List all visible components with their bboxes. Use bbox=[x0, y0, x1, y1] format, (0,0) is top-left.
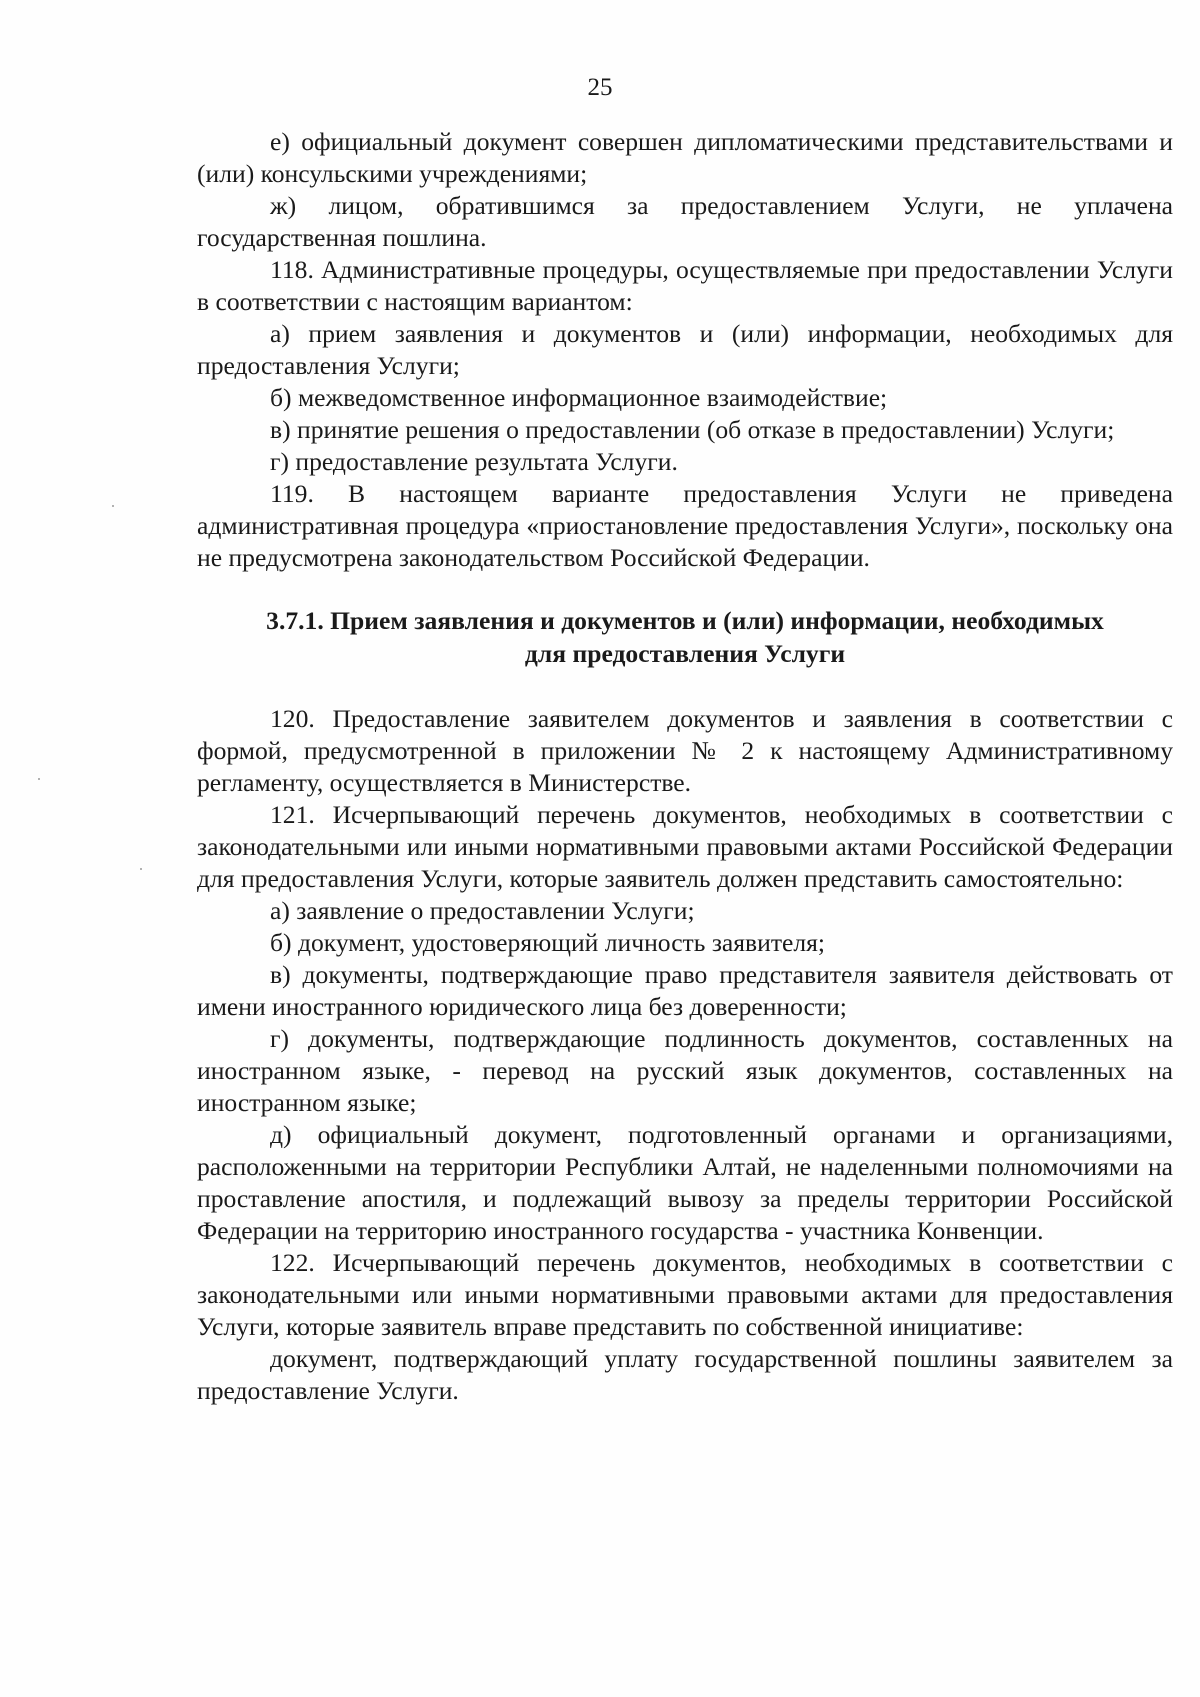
paragraph-item-e: е) официальный документ совершен дипломатическими представительствами и (или) консульскими учреждениями; bbox=[197, 127, 1173, 188]
section-heading-line-1: 3.7.1. Прием заявления и документов и (или) информации, необходимых bbox=[266, 606, 1104, 635]
scan-speck bbox=[140, 868, 142, 870]
paragraph-118-a: а) прием заявления и документов и (или) информации, необходимых для предоставления Услуги; bbox=[197, 319, 1173, 380]
section-heading-line-2: для предоставления Услуги bbox=[524, 639, 846, 668]
paragraph-121-d: д) официальный документ, подготовленный органами и организациями, расположенными на территории Республики Алтай, не наделенными полномочиями на проставление апостиля, и подлежащий вывозу за пределы территории Российской Федерации на территорию иностранного государства - участника Конвенции. bbox=[197, 1120, 1173, 1245]
paragraph-121-g: г) документы, подтверждающие подлинность документов, составленных на иностранном языке, - перевод на русский язык документов, составленных на иностранном языке; bbox=[197, 1024, 1173, 1117]
paragraph-121-a: а) заявление о предоставлении Услуги; bbox=[270, 896, 695, 925]
paragraph-121-v: в) документы, подтверждающие право представителя заявителя действовать от имени иностранного юридического лица без доверенности; bbox=[197, 960, 1173, 1021]
paragraph-118-g: г) предоставление результата Услуги. bbox=[270, 447, 678, 476]
scan-speck bbox=[38, 778, 40, 780]
paragraph-item-zh: ж) лицом, обратившимся за предоставлением Услуги, не уплачена государственная пошлина. bbox=[197, 191, 1173, 252]
paragraph-122: 122. Исчерпывающий перечень документов, необходимых в соответствии с законодательными или иными нормативными правовыми актами для предоставления Услуги, которые заявитель вправе представить по собственной инициативе: bbox=[197, 1248, 1173, 1341]
page-number: 25 bbox=[587, 74, 613, 101]
paragraph-121: 121. Исчерпывающий перечень документов, необходимых в соответствии с законодательными или иными нормативными правовыми актами Российской Федерации для предоставления Услуги, которые заявитель должен представить самостоятельно: bbox=[197, 800, 1173, 893]
section-heading bbox=[197, 604, 1173, 670]
paragraph-119: 119. В настоящем варианте предоставления Услуги не приведена административная процедура «приостановление предоставления Услуги», поскольку она не предусмотрена законодательством Российской Федерации. bbox=[197, 479, 1173, 572]
paragraph-118: 118. Административные процедуры, осуществляемые при предоставлении Услуги в соответствии с настоящим вариантом: bbox=[197, 255, 1173, 316]
paragraph-121-b: б) документ, удостоверяющий личность заявителя; bbox=[270, 928, 826, 957]
paragraph-122-doc: документ, подтверждающий уплату государственной пошлины заявителем за предоставление Услуги. bbox=[197, 1344, 1173, 1405]
paragraph-120: 120. Предоставление заявителем документов и заявления в соответствии с формой, предусмотренной в приложении № 2 к настоящему Административному регламенту, осуществляется в Министерстве. bbox=[197, 704, 1173, 797]
scan-speck bbox=[112, 505, 114, 507]
paragraph-118-v: в) принятие решения о предоставлении (об отказе в предоставлении) Услуги; bbox=[270, 415, 1115, 444]
paragraph-118-b: б) межведомственное информационное взаимодействие; bbox=[270, 383, 888, 412]
document-body bbox=[197, 126, 1173, 1407]
